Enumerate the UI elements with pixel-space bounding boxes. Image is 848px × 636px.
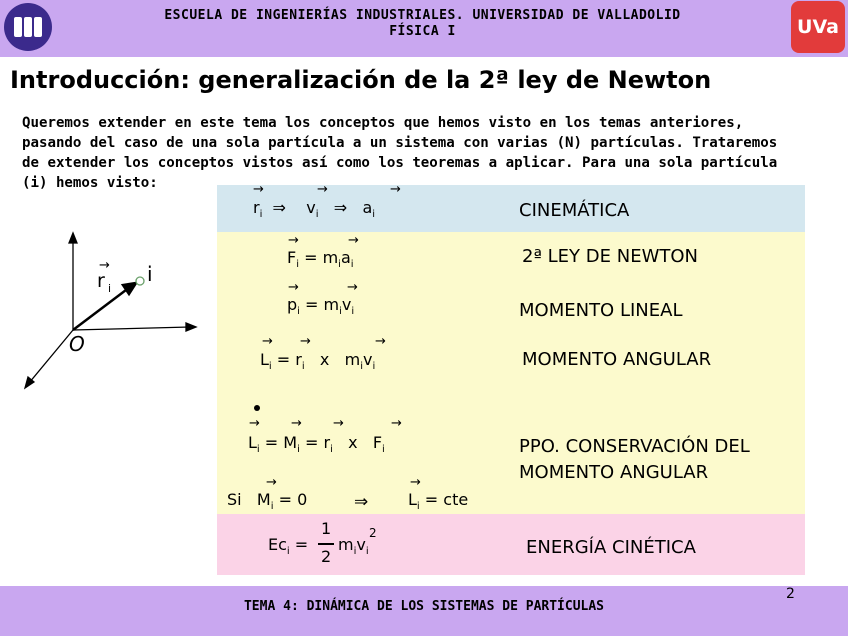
vector-arrow-mark: → (375, 334, 386, 349)
vector-arrow-mark: → (333, 416, 344, 431)
implies-symbol: ⇒ (354, 492, 369, 512)
subscript: i (353, 546, 357, 558)
label-newton: 2ª LEY DE NEWTON (522, 246, 698, 267)
equals-sign: = (278, 490, 292, 509)
symbol-v: v (356, 535, 366, 554)
uva-logo: UVa (791, 1, 845, 53)
subscript: i (365, 546, 369, 558)
label-momento-lineal: MOMENTO LINEAL (519, 300, 683, 321)
vector-arrow-mark: → (99, 258, 110, 273)
subscript: i (296, 259, 299, 271)
symbol-F: F (287, 248, 297, 267)
intro-line: de extender los conceptos vistos así como los teoremas a aplicar. Para una sola partícula (22, 155, 778, 171)
subscript: i (372, 209, 376, 221)
symbol-F: F (372, 433, 383, 452)
vector-arrow-mark: → (390, 182, 401, 197)
footer-topic: TEMA 4: DINÁMICA DE LOS SISTEMAS DE PARTÍCULAS (243, 599, 605, 614)
subscript: i (330, 444, 333, 456)
intro-line: pasando del caso de una sola partícula a un sistema con varias (N) partículas. Trataremos (22, 135, 778, 151)
equals-sign: = (276, 350, 291, 369)
implies-symbol: ⇒ (272, 198, 286, 217)
symbol-p: p (287, 295, 298, 314)
label-energia: ENERGÍA CINÉTICA (526, 537, 696, 558)
symbol-M: M (283, 433, 298, 452)
vector-arrow-mark: → (317, 182, 328, 197)
kinetic-energy-lhs (268, 535, 308, 557)
exponent-2: 2 (369, 526, 377, 540)
origin-label: O (69, 332, 85, 356)
cross-product: x (319, 350, 330, 369)
vector-arrow-mark: → (253, 182, 264, 197)
subscript: i (268, 361, 272, 373)
kinematics-formula (253, 198, 375, 220)
vector-arrow-mark: → (291, 416, 302, 431)
dynamics-band (217, 232, 805, 514)
school-logo (4, 3, 52, 51)
subscript: i (360, 361, 364, 373)
subscript: i (416, 501, 420, 513)
equals-sign: = (264, 433, 279, 452)
vector-arrow-mark: → (288, 233, 299, 248)
fraction-bar (318, 543, 334, 545)
equals-sign: = (304, 248, 318, 267)
subscript: i (286, 546, 290, 558)
vector-arrow-mark: → (347, 280, 358, 295)
subscript: i (339, 306, 342, 318)
subscript: i (259, 209, 263, 221)
constant-value: cte (443, 490, 469, 509)
symbol-r: r (253, 198, 260, 217)
symbol-Ec: Ec (268, 535, 287, 554)
page-number: 2 (786, 586, 795, 602)
subscript: i (301, 361, 305, 373)
header-school-name: ESCUELA DE INGENIERÍAS INDUSTRIALES. UNIVERSIDAD DE VALLADOLID (164, 8, 681, 23)
symbol-m: m (338, 535, 354, 554)
symbol-r: r (295, 350, 302, 369)
intro-line: (i) hemos visto: (22, 175, 158, 191)
angular-momentum-formula (260, 350, 375, 372)
equals-sign: = (424, 490, 439, 509)
symbol-a: a (362, 198, 373, 217)
position-vector-diagram (20, 225, 200, 405)
vector-arrow-mark: → (391, 416, 402, 431)
vector-label: r (97, 270, 105, 292)
label-cinematica: CINEMÁTICA (519, 200, 630, 221)
symbol-m: m (323, 295, 340, 314)
vector-label-sub: i (108, 282, 112, 295)
symbol-L: L (248, 433, 257, 452)
fraction-numerator: 1 (321, 519, 332, 538)
vector-arrow-mark: → (266, 475, 277, 490)
subscript: i (256, 444, 260, 456)
symbol-v: v (306, 198, 316, 217)
vector-arrow-mark: → (300, 334, 311, 349)
kinetic-energy-rhs (338, 535, 369, 557)
vector-arrow-mark: → (262, 334, 273, 349)
subscript: i (270, 501, 274, 513)
symbol-L: L (260, 350, 269, 369)
subscript: i (382, 444, 385, 456)
equals-sign: = (305, 295, 319, 314)
subscript: i (338, 259, 341, 271)
symbol-v: v (341, 295, 352, 314)
symbol-m: m (344, 350, 361, 369)
equals-sign: = (294, 535, 309, 554)
symbol-v: v (363, 350, 373, 369)
subscript: i (372, 361, 376, 373)
time-derivative-dot (254, 405, 260, 411)
subscript: i (350, 259, 354, 271)
torque-formula (248, 433, 385, 455)
subscript: i (297, 444, 300, 456)
particle-point (136, 277, 144, 285)
newton-formula (287, 248, 354, 270)
subscript: i (315, 209, 319, 221)
symbol-a: a (340, 248, 351, 267)
symbol-r: r (323, 433, 331, 452)
label-ppo-line1: PPO. CONSERVACIÓN DEL (519, 436, 750, 457)
symbol-L: L (408, 490, 417, 509)
label-momento-angular: MOMENTO ANGULAR (522, 349, 712, 370)
vector-arrow-mark: → (249, 416, 260, 431)
vector-arrow-mark: → (348, 233, 359, 248)
zero-value: 0 (297, 490, 308, 509)
header-course: FÍSICA I (389, 24, 456, 39)
axes (25, 233, 196, 388)
si-word: Si (227, 490, 242, 509)
symbol-m: m (322, 248, 339, 267)
slide-title: Introducción: generalización de la 2ª ley de Newton (10, 66, 712, 94)
linear-momentum-formula (287, 295, 354, 317)
equals-sign: = (304, 433, 319, 452)
vector-arrow-mark: → (288, 280, 299, 295)
intro-line: Queremos extender en este tema los conceptos que hemos visto en los temas anteriores, (22, 115, 744, 131)
subscript: i (297, 306, 300, 318)
conservation-condition (227, 490, 307, 512)
conservation-result (408, 490, 468, 512)
subscript: i (351, 306, 355, 318)
symbol-M: M (256, 490, 271, 509)
intro-paragraph (22, 113, 822, 193)
cross-product: x (348, 433, 358, 452)
vector-arrow-mark: → (410, 475, 421, 490)
implies-symbol: ⇒ (333, 198, 348, 217)
label-ppo-line2: MOMENTO ANGULAR (519, 462, 709, 483)
fraction-denominator: 2 (321, 547, 332, 566)
point-label: i (147, 262, 153, 286)
